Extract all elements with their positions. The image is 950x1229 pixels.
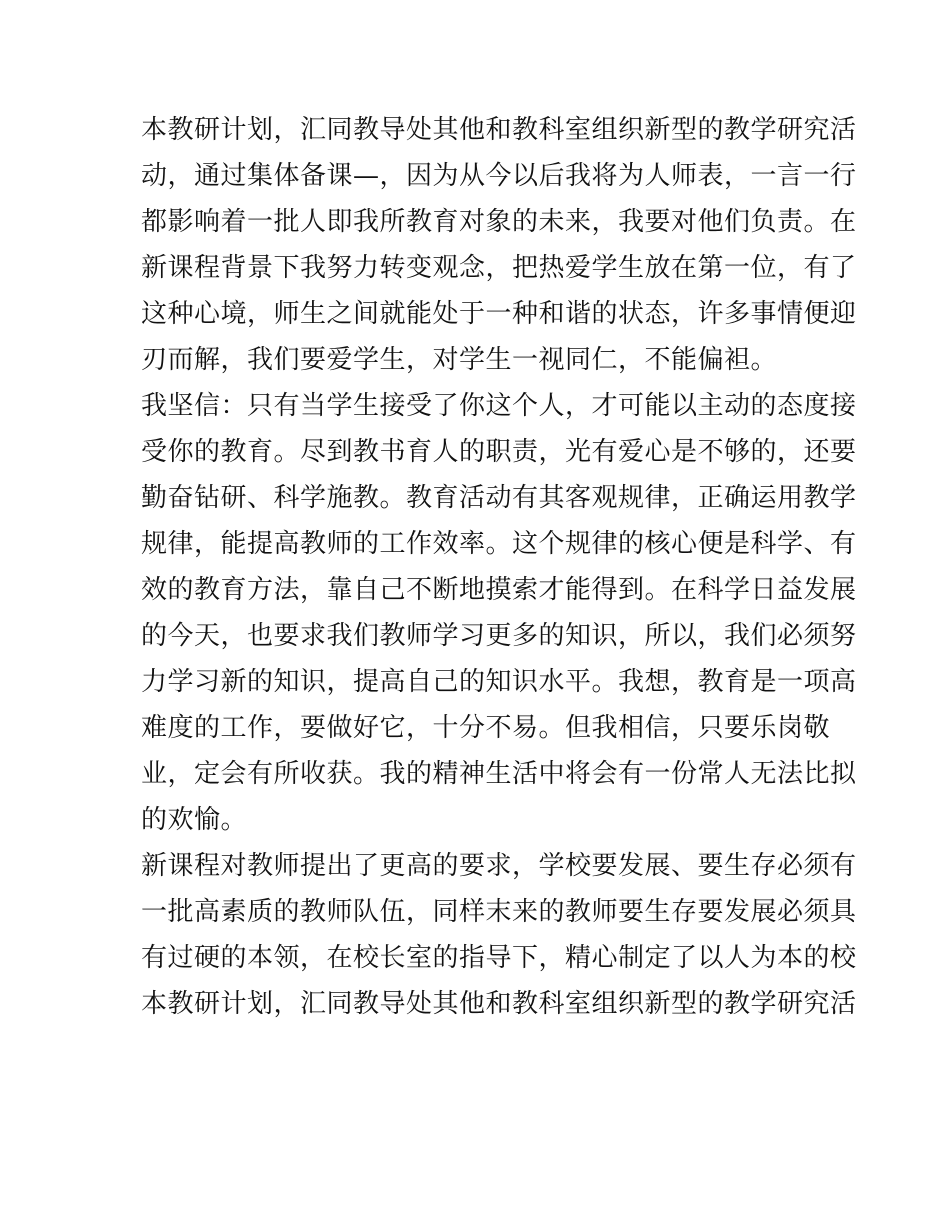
text-line: 都影响着一批人即我所教育对象的未来，我要对他们负责。在 (141, 207, 857, 237)
text-line: 业，定会有所收获。我的精神生活中将会有一份常人无法比拟 (141, 759, 857, 789)
text-line: 效的教育方法，靠自己不断地摸索才能得到。在科学日益发展 (141, 575, 857, 605)
text-line: 的今天，也要求我们教师学习更多的知识，所以，我们必须努 (141, 621, 857, 651)
body-text (141, 107, 857, 1027)
text-line: 本教研计划，汇同教导处其他和教科室组织新型的教学研究活 (141, 115, 857, 145)
text-line: 新课程对教师提出了更高的要求，学校要发展、要生存必须有 (141, 851, 857, 881)
text-line: 的欢愉。 (141, 805, 248, 835)
text-line: 受你的教育。尽到教书育人的职责，光有爱心是不够的，还要 (141, 437, 857, 467)
text-line: 我坚信：只有当学生接受了你这个人，才可能以主动的态度接 (141, 391, 857, 421)
text-line: 力学习新的知识，提高自己的知识水平。我想，教育是一项高 (141, 667, 857, 697)
text-line: 有过硬的本领，在校长室的指导下，精心制定了以人为本的校 (141, 943, 857, 973)
text-line: 这种心境，师生之间就能处于一种和谐的状态，许多事情便迎 (141, 299, 857, 329)
text-line: 新课程背景下我努力转变观念，把热爱学生放在第一位，有了 (141, 253, 857, 283)
text-line: 本教研计划，汇同教导处其他和教科室组织新型的教学研究活 (141, 989, 857, 1019)
text-line: 一批高素质的教师队伍，同样末来的教师要生存要发展必须具 (141, 897, 857, 927)
text-line: 规律，能提高教师的工作效率。这个规律的核心便是科学、有 (141, 529, 857, 559)
text-line: 勤奋钻研、科学施教。教育活动有其客观规律，正确运用教学 (141, 483, 857, 513)
text-line: 刃而解，我们要爱学生，对学生一视同仁，不能偏袒。 (141, 345, 778, 375)
text-line: 难度的工作，要做好它，十分不易。但我相信，只要乐岗敬 (141, 713, 831, 743)
text-line: 动，通过集体备课—，因为从今以后我将为人师表，一言一行 (141, 161, 857, 191)
